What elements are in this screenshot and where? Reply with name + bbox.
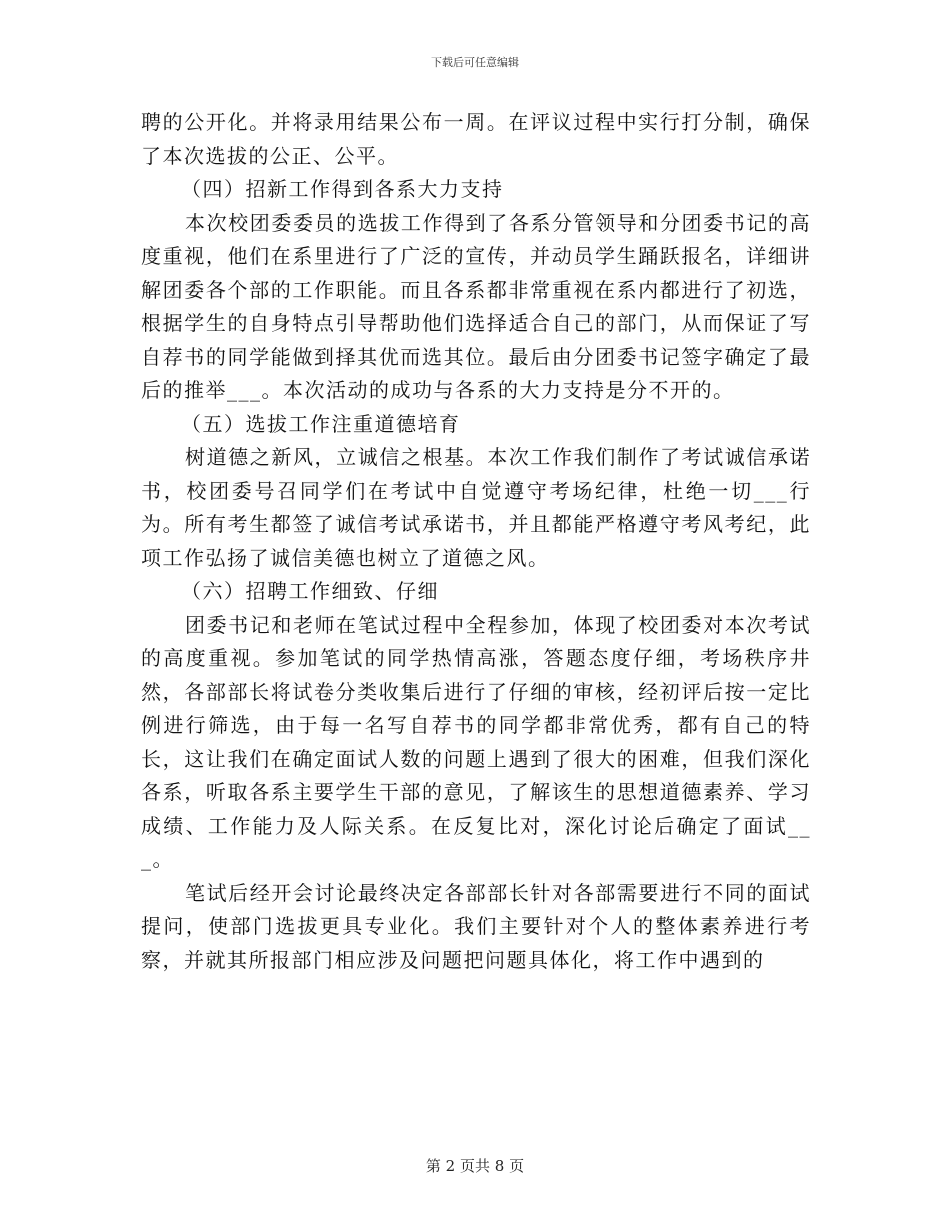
paragraph-section-4: 本次校团委委员的选拔工作得到了各系分管领导和分团委书记的高度重视，他们在系里进行了广泛的宣传，并动员学生踊跃报名，详细讲解团委各个部的工作职能。而且各系都非常重视在系内都进行了初选，根据学生的自身特点引导帮助他们选择适合自己的部门，从而保证了写自荐书的同学能做到择其优而选其位。最后由分团委书记签字确定了最后的推举___。本次活动的成功与各系的大力支持是分不开的。 [141,210,811,402]
paragraph-section-6: 团委书记和老师在笔试过程中全程参加，体现了校团委对本次考试的高度重视。参加笔试的同学热情高涨，答题态度仔细，考场秩序井然，各部部长将试卷分类收集后进行了仔细的审核，经初评后按一定比例进行筛选，由于每一名写自荐书的同学都非常优秀，都有自己的特长，这让我们在确定面试人数的问题上遇到了很大的困难，但我们深化各系，听取各系主要学生干部的意见，了解该生的思想道德素养、学习成绩、工作能力及人际关系。在反复比对，深化讨论后确定了面试___。 [141,612,811,871]
section-heading-4: （四）招新工作得到各系大力支持 [181,177,504,201]
section-heading-5: （五）选拔工作注重道德培育 [181,411,461,436]
page-number: 第 2 页共 8 页 [425,1157,525,1175]
document-body [141,106,811,977]
page-header: 下载后可任意编辑 [431,56,519,69]
paragraph-continued: 聘的公开化。并将录用结果公布一周。在评议过程中实行打分制，确保了本次选拔的公正、公平。 [141,110,811,168]
section-heading-6: （六）招聘工作细致、仔细 [181,579,439,603]
paragraph-interview: 笔试后经开会讨论最终决定各部部长针对各部需要进行不同的面试提问，使部门选拔更具专业化。我们主要针对个人的整体素养进行考察，并就其所报部门相应涉及问题把问题具体化，将工作中遇到的 [141,880,811,972]
paragraph-section-5: 树道德之新风，立诚信之根基。本次工作我们制作了考试诚信承诺书，校团委号召同学们在考试中自觉遵守考场纪律，杜绝一切___行为。所有考生都签了诚信考试承诺书，并且都能严格遵守考风考纪，此项工作弘扬了诚信美德也树立了道德之风。 [141,445,811,570]
